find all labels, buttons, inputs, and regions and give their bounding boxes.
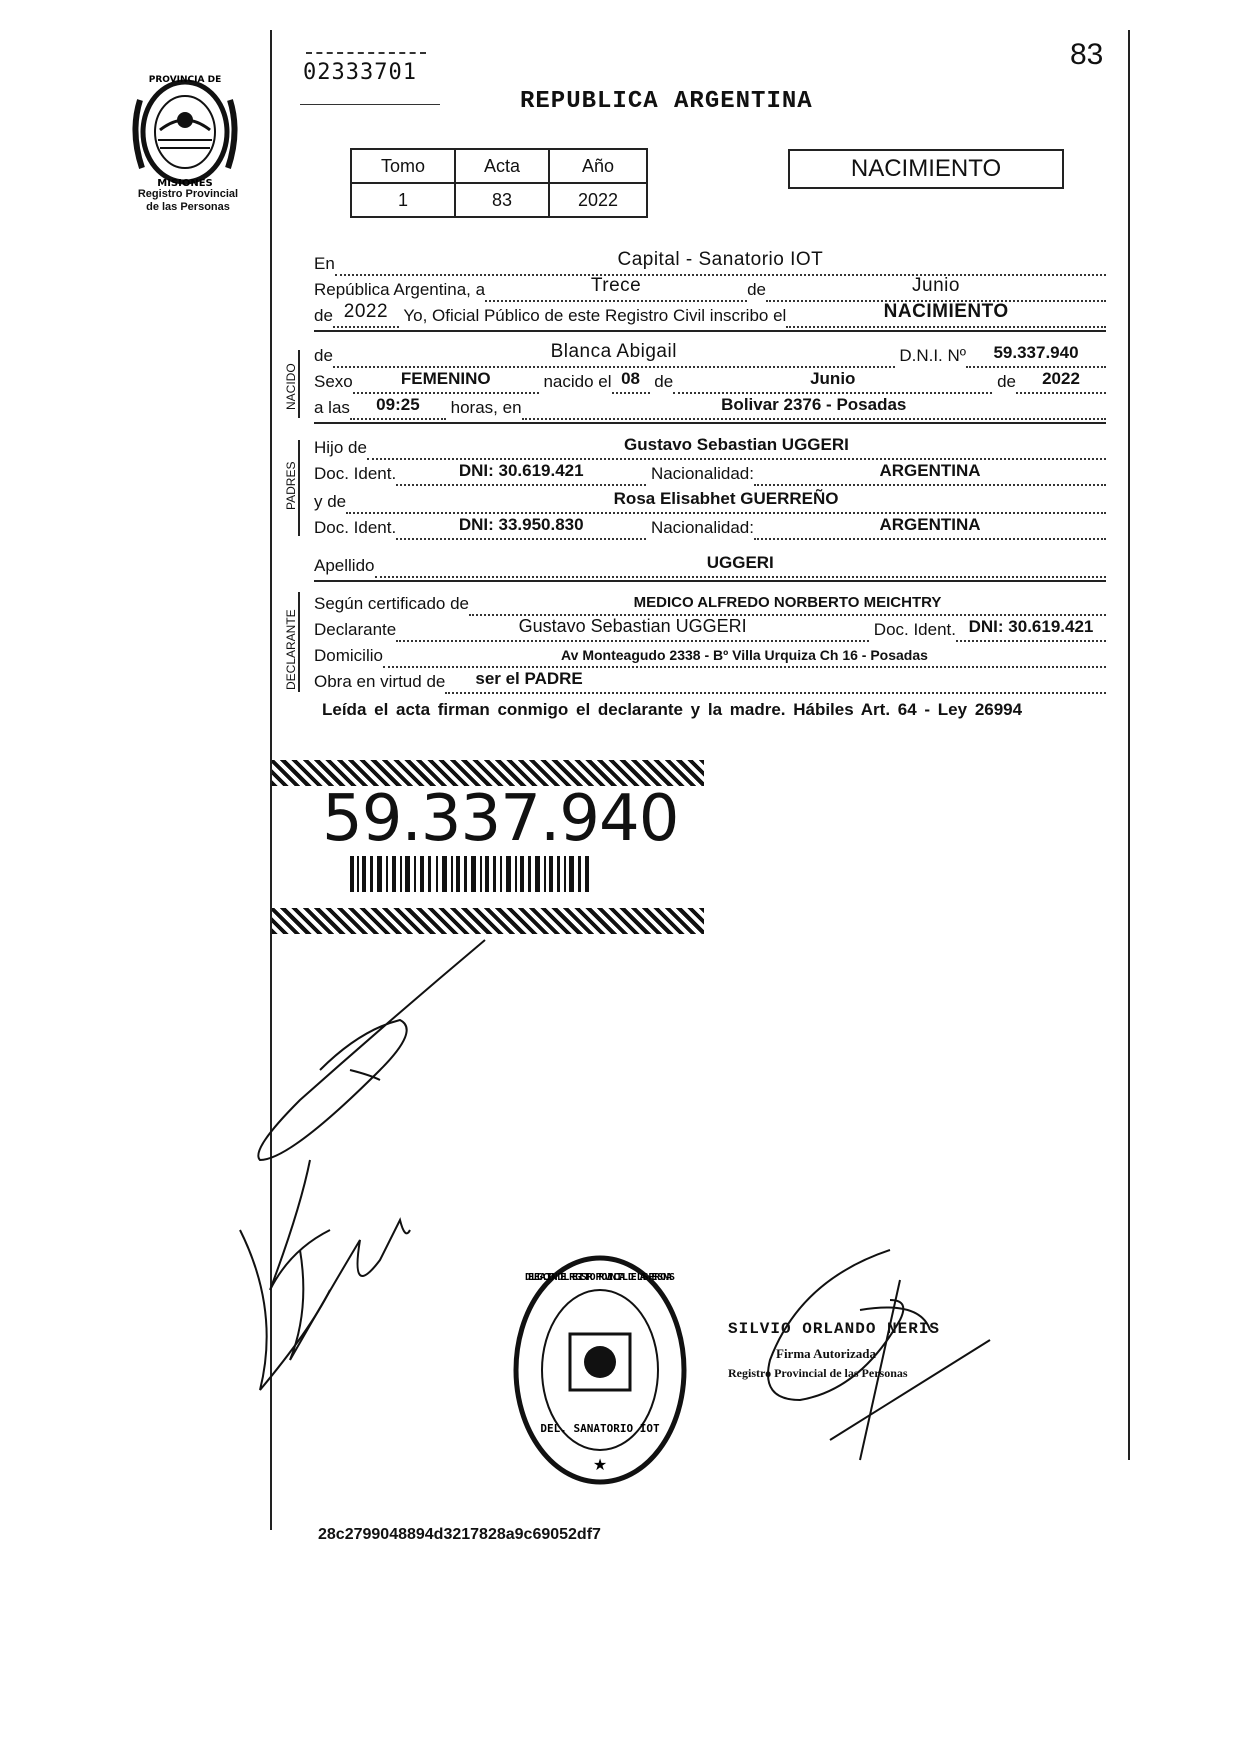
label-nacido-de: de: [314, 346, 333, 365]
value-apellido: UGGERI: [706, 553, 774, 572]
value-certificado: MEDICO ALFREDO NORBERTO MEICHTRY: [633, 594, 942, 611]
page-number: 83: [1070, 38, 1104, 71]
label-domicilio: Domicilio: [314, 646, 383, 665]
acta-table: [350, 148, 648, 218]
section-divider-3: [314, 580, 1106, 582]
value-hora: 09:25: [376, 395, 420, 414]
nacido-bracket: [298, 350, 300, 418]
svg-text:PROVINCIA DE: PROVINCIA DE: [148, 75, 222, 85]
padres-bracket: [298, 440, 300, 536]
label-de-nac-mes: de: [649, 372, 674, 391]
label-nacido-el: nacido el: [538, 372, 612, 391]
value-declarante: Gustavo Sebastian UGGERI: [518, 616, 747, 636]
label-apellido: Apellido: [314, 556, 375, 575]
signatory-role: Firma Autorizada: [776, 1346, 877, 1361]
value-padre: Gustavo Sebastian UGGERI: [624, 435, 849, 454]
label-dni: D.N.I. Nº: [894, 346, 966, 365]
field-madre: [346, 490, 1106, 514]
side-label-nacido: NACIDO: [284, 363, 298, 410]
label-horas-en: horas, en: [445, 398, 522, 417]
acta-value-acta: 83: [455, 183, 549, 217]
label-a-las: a las: [314, 398, 350, 417]
serial-underline: [300, 104, 440, 105]
field-madre-nacionalidad: [754, 516, 1106, 540]
label-doc-ident-madre: Doc. Ident.: [314, 518, 397, 537]
signature-statement: Leída el acta firman conmigo el declarante y la madre. Hábiles Art. 64 - Ley 26994: [322, 700, 1023, 719]
field-certificado: [469, 592, 1106, 616]
row-anio: [314, 301, 1106, 328]
value-domicilio: Av Monteagudo 2338 - Bº Villa Urquiza Ch 16 - Posadas: [561, 647, 928, 663]
value-mes: Junio: [912, 275, 960, 296]
field-lugar-nacimiento: [522, 396, 1106, 420]
acta-header-tomo: Tomo: [351, 149, 455, 183]
acta-header-anio: Año: [549, 149, 647, 183]
signatory-office: Registro Provincial de las Personas: [728, 1366, 908, 1380]
row-domicilio: [314, 644, 1106, 668]
value-dni: 59.337.940: [993, 343, 1079, 362]
value-padre-nacionalidad: ARGENTINA: [879, 461, 981, 480]
field-nac-anio: [1016, 370, 1106, 394]
side-label-declarante: DECLARANTE: [284, 609, 298, 690]
side-label-padres: PADRES: [284, 461, 298, 510]
value-madre-nacionalidad: ARGENTINA: [879, 515, 981, 534]
svg-text:DEL. SANATORIO IOT: DEL. SANATORIO IOT: [540, 1422, 660, 1435]
field-declarante-doc: [956, 618, 1106, 642]
value-sexo: FEMENINO: [400, 369, 491, 388]
registry-label-line2: de las Personas: [146, 201, 230, 213]
label-de-nac-anio: de: [992, 372, 1016, 391]
country-title: REPUBLICA ARGENTINA: [520, 88, 813, 115]
value-madre-doc: DNI: 33.950.830: [458, 515, 584, 534]
value-nombre: Blanca Abigail: [550, 341, 677, 362]
provincial-seal-logo: [120, 70, 250, 190]
field-hora: [350, 396, 446, 420]
label-republica: República Argentina, a: [314, 280, 486, 299]
value-nac-mes: Junio: [810, 369, 856, 388]
field-obra: [445, 670, 1106, 694]
row-apellido: [314, 554, 1106, 578]
field-madre-doc: [396, 516, 646, 540]
field-domicilio: [383, 644, 1106, 668]
row-en: [314, 249, 1106, 276]
field-nombre: [333, 341, 895, 368]
row-madre: [314, 490, 1106, 514]
registry-label-line1: Registro Provincial: [137, 188, 239, 200]
label-de-mes: de: [747, 280, 766, 299]
big-dni-number: 59.337.940: [322, 782, 679, 856]
label-oficial: Yo, Oficial Público de este Registro Civil inscribo el: [398, 306, 787, 325]
field-padre: [367, 436, 1106, 460]
row-certificado: [314, 592, 1106, 616]
row-padre: [314, 436, 1106, 460]
label-obra-en-virtud: Obra en virtud de: [314, 672, 446, 691]
label-segun-certificado: Según certificado de: [314, 594, 469, 613]
value-lugar-nacimiento: Bolivar 2376 - Posadas: [721, 395, 907, 414]
label-de-anio: de: [314, 306, 333, 325]
row-declarante: [314, 618, 1106, 642]
field-lugar: [335, 249, 1106, 276]
field-sexo: [353, 370, 539, 394]
label-y-de: y de: [314, 492, 347, 511]
label-declarante: Declarante: [314, 620, 397, 639]
dni-barcode: [350, 856, 590, 892]
registry-label: [118, 188, 258, 214]
field-padre-nacionalidad: [754, 462, 1106, 486]
row-padre-doc: [314, 462, 1106, 486]
value-tipo-inscripcion: NACIMIENTO: [883, 301, 1009, 322]
label-doc-ident-declarante: Doc. Ident.: [869, 620, 956, 639]
field-apellido: [375, 554, 1107, 578]
serial-dash: [306, 52, 426, 54]
row-sexo: [314, 370, 1106, 394]
field-padre-doc: [396, 462, 646, 486]
value-nac-anio: 2022: [1042, 369, 1080, 388]
field-tipo-inscripcion: [786, 301, 1106, 328]
declarante-bracket: [298, 592, 300, 692]
row-fecha: [314, 275, 1106, 302]
acta-table-header: [351, 149, 647, 183]
acta-table-values: [351, 183, 647, 217]
value-dia: Trece: [590, 275, 642, 296]
right-margin-line: [1128, 30, 1130, 1460]
value-padre-doc: DNI: 30.619.421: [458, 461, 584, 480]
label-en: En: [314, 254, 335, 273]
label-sexo: Sexo: [314, 372, 353, 391]
field-nac-dia: [612, 370, 650, 394]
document-hash: 28c2799048894d3217828a9c69052df7: [318, 1526, 601, 1543]
value-anio: 2022: [343, 301, 389, 322]
record-type-box: NACIMIENTO: [788, 149, 1064, 189]
svg-text:MISIONES: MISIONES: [157, 178, 213, 189]
field-nac-mes: [673, 370, 992, 394]
value-lugar: Capital - Sanatorio IOT: [617, 249, 824, 270]
row-obra: [314, 670, 1106, 694]
row-hora: [314, 396, 1106, 420]
acta-value-tomo: 1: [351, 183, 455, 217]
label-doc-ident-padre: Doc. Ident.: [314, 464, 397, 483]
value-obra: ser el PADRE: [475, 669, 583, 688]
field-dni: [966, 344, 1106, 368]
svg-text:DELEGACION DEL REGISTRO PROVIN: DELEGACION DEL REGISTRO PROVINCIAL DE LAS PERSONAS: [525, 1272, 676, 1283]
serial-number: 02333701: [303, 60, 417, 85]
label-nacionalidad-madre: Nacionalidad:: [646, 518, 754, 537]
acta-value-anio: 2022: [549, 183, 647, 217]
section-divider-1: [314, 330, 1106, 332]
field-mes: [766, 275, 1106, 302]
label-nacionalidad-padre: Nacionalidad:: [646, 464, 754, 483]
field-declarante: [396, 618, 869, 642]
value-declarante-doc: DNI: 30.619.421: [968, 617, 1094, 636]
value-madre: Rosa Elisabhet GUERREÑO: [613, 489, 839, 508]
row-madre-doc: [314, 516, 1106, 540]
label-hijo-de: Hijo de: [314, 438, 367, 457]
value-nac-dia: 08: [621, 369, 640, 388]
row-nombre: [314, 341, 1106, 368]
field-anio: [333, 301, 399, 328]
svg-text:★: ★: [592, 1455, 608, 1474]
field-dia: [485, 275, 747, 302]
signatory-name: SILVIO ORLANDO NERIS: [728, 1320, 941, 1338]
acta-header-acta: Acta: [455, 149, 549, 183]
delegation-stamp: [510, 1250, 690, 1490]
section-divider-2: [314, 422, 1106, 424]
